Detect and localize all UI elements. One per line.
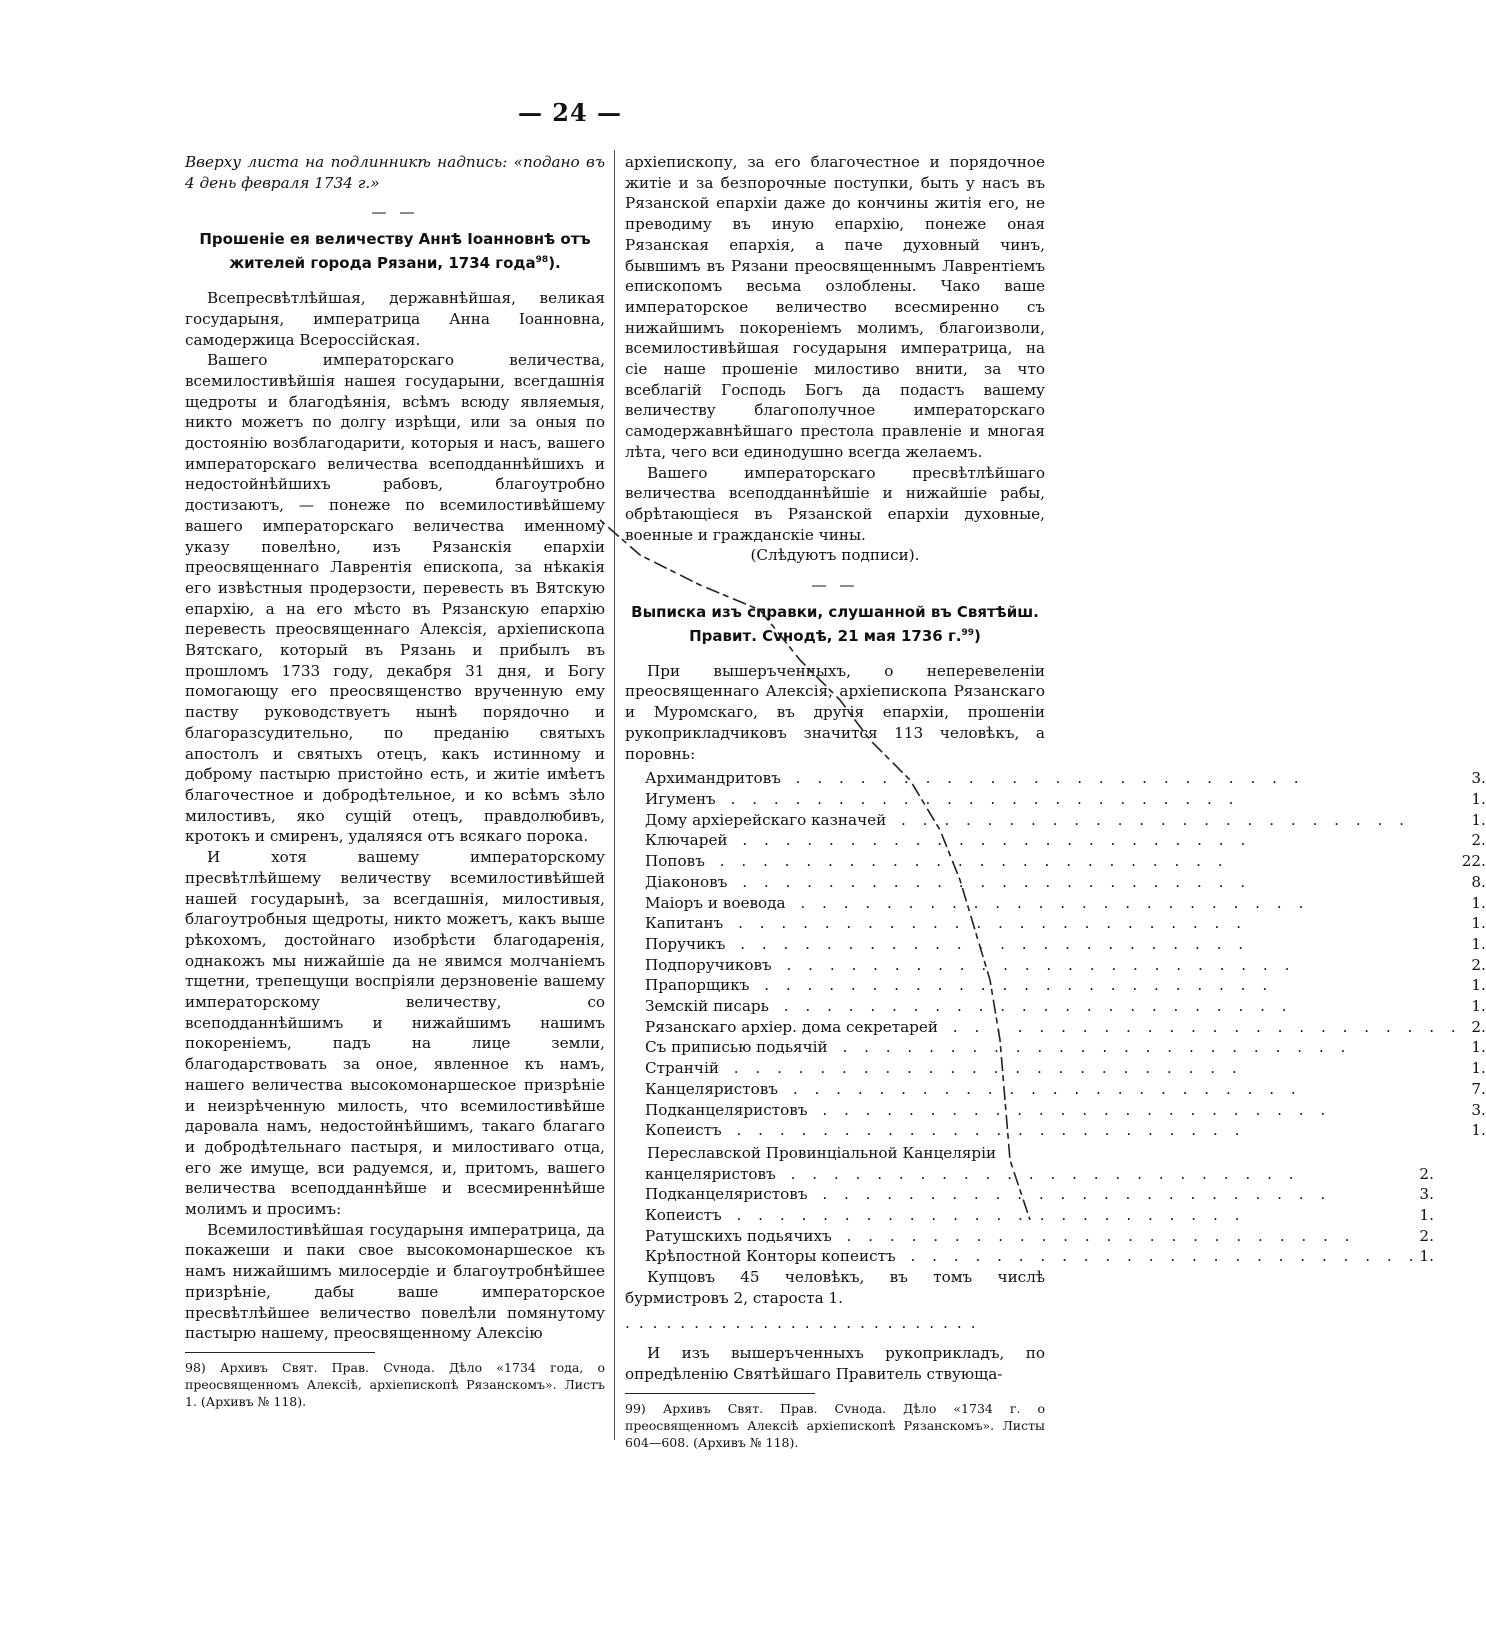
leader-dots: . . . . . . . . . . . . . . . . . . . . . . . .	[731, 831, 1252, 850]
row-value: 7.	[1471, 1079, 1486, 1098]
row-value: 1.	[1419, 1247, 1434, 1266]
row-value: 3.	[1471, 769, 1486, 788]
leader-dots: . . . . . . . . . . . . . . . . . . . . . . . .	[719, 789, 1240, 808]
extract-heading: Выписка изъ справки, слушанной въ Святѣйш. Правит. Сvнодѣ, 21 мая 1736 г.$^{99}$)	[631, 602, 1039, 645]
row-label: Съ приписью подьячій	[645, 1038, 832, 1056]
row-label-cell	[645, 1079, 1462, 1100]
row-value: 1.	[1471, 976, 1486, 995]
row-value: 22.	[1461, 852, 1486, 871]
table-row	[645, 1100, 1486, 1121]
table-row	[645, 913, 1486, 934]
leader-dots: . . . . . . . . . . . . . . . . . . . . . . . .	[722, 1059, 1243, 1078]
leader-dots: . . . . . . . . . . . . . . . . . . . . . . . .	[731, 872, 1252, 891]
table-row	[645, 1079, 1486, 1100]
leader-dots: . . . . . . . . . . . . . . . . . . . . . . . .	[890, 810, 1410, 829]
row-label-cell	[645, 1058, 1462, 1079]
row-label: Подпоручиковъ	[645, 956, 776, 974]
row-label-cell	[645, 1037, 1462, 1058]
signature-paragraph: Вашего императорскаго пресвѣтлѣйшаго величества всеподданнѣйшіе и нижайшіе рабы, обрѣтающіеся въ Рязанской епархіи духовные, военные и гражданскіе чины.	[625, 463, 1045, 544]
signatories-table	[645, 768, 1486, 1141]
table-row	[645, 934, 1486, 955]
table-row	[645, 1164, 1434, 1185]
row-value: 3.	[1471, 1100, 1486, 1119]
row-label-cell	[645, 996, 1462, 1017]
row-label-cell	[645, 872, 1462, 893]
row-value: 1.	[1471, 914, 1486, 933]
leader-dots: . . . . . . . . . . . . . . . . . . . . . . . .	[772, 997, 1293, 1016]
table-row	[645, 768, 1486, 789]
table-row	[645, 893, 1486, 914]
row-label-cell	[645, 1246, 1419, 1267]
row-label: Странчій	[645, 1059, 723, 1077]
row-value: 3.	[1419, 1185, 1434, 1204]
leader-dots: . . . . . . . . . . . . . . . . . . . . . . . .	[831, 1038, 1352, 1057]
row-label: Канцеляристовъ	[645, 1080, 782, 1098]
right-column	[625, 152, 1486, 1451]
row-label: Капитанъ	[645, 914, 727, 932]
leader-dots: . . . . . . . . . . . . . . . . . . . . . . . .	[899, 1247, 1420, 1266]
row-value: 2.	[1471, 831, 1486, 850]
row-label: Маіоръ и воевода	[645, 894, 790, 912]
leader-dots: . . . . . . . . . . . . . . . . . . . . . . . .	[775, 955, 1296, 974]
row-value: 1.	[1471, 789, 1486, 808]
table-row	[645, 975, 1486, 996]
leader-dots: . . . . . . . . . . . . . . . . . . . . . . . .	[753, 976, 1274, 995]
row-label: Игуменъ	[645, 790, 720, 808]
row-label-cell	[645, 1164, 1419, 1185]
table-row	[645, 830, 1486, 851]
table-row	[645, 1058, 1486, 1079]
row-label: Прапорщикъ	[645, 976, 753, 994]
row-value: 2.	[1471, 955, 1486, 974]
body-paragraph-1: Вашего императорскаго величества, всемилостивѣйшія нашея государыни, всегдашнія щедроты и благодѣянія, всѣмъ всюду являемыя, никто можетъ по долгу изрѣщи, или за оныя по достоянію возблагодарити, которыя и насъ, вашего императорскаго величества всеподданнѣйшихъ и недостойнѣйшихъ рабовъ, благоутробно достизаютъ, — понеже по всемилостивѣйшему вашего императорскаго величества именному указу повелѣно, изъ Рязанскія епархіи преосвященнаго Лаврентія епископа, за нѣкакія его извѣстныя продерзости, перевесть въ Вятскую епархію, а на его мѣсто въ Рязанскую епархію перевесть преосвященнаго Алексія, архіепископа Вятскаго, который въ Рязань и прибылъ въ прошломъ 1733 году, декабря 31 дня, и Богу помогающу его преосвященство врученную ему паству руководствуетъ нынѣ порядочно и благоразсудительно, по преданію святыхъ апостолъ и святыхъ отецъ, какъ истинному и доброму пастырю пристойно есть, и житіе имѣетъ благочестное и добродѣтельное, и ко всѣмъ зѣло милостивъ, яко сущій отецъ, правдолюбивъ, кротокъ и смиренъ, удаляяся отъ всякаго порока.	[185, 351, 605, 846]
row-label-cell	[645, 1226, 1419, 1247]
body-paragraph-2: И хотя вашему императорскому пресвѣтлѣйшему величеству всемилостивѣйшей нашей государынѣ, за всегдашнія, милостивыя, благоутробныя щедроты, никто можетъ, какъ выше рѣкохомъ, достойнаго изобрѣсти благодаренія, однакожъ мы нижайшіе да не явимся молчаніемъ тщетни, трепещущи воспріяли дерзновеніе вашему императорскому величеству, со всеподданнѣйшимъ и нижайшимъ нашимъ покореніемъ, падъ на лице земли, благодарствовать за оное, явленное къ намъ, нашего величества высокомонаршеское призрѣніе и неизрѣченную милость, что всемилостивѣйше даровала намъ, недостойнѣйшимъ, такаго благаго и добродѣтельнаго пастыря, и милостиваго отца, его же имуще, вси радуемся, и, притомъ, вашего величества всеподданнѣйше и всесмиреннѣйше молимъ и просимъ:	[185, 848, 605, 1219]
table-row	[645, 851, 1486, 872]
row-label: Подканцеляристовъ	[645, 1185, 812, 1203]
leader-dots: . . . . . . . . . . . . . . . . . . . . . . . .	[835, 1226, 1356, 1245]
table-row	[645, 1017, 1486, 1038]
row-label-cell	[645, 789, 1462, 810]
leader-dots: . . . . . . . . . . . . . . . . . . . . . . . .	[779, 1164, 1300, 1183]
document-heading-text: Прошеніе ея величеству Аннѣ Іоанновнѣ отъ жителей города Рязани, 1734 года	[199, 230, 591, 273]
table-row	[645, 955, 1486, 976]
table-row	[645, 1184, 1434, 1205]
row-label-cell	[645, 1017, 1462, 1038]
row-label-cell	[645, 768, 1462, 789]
extract-intro: При вышеръченныхъ, о неперевеленіи преосвященнаго Алексія, архіепископа Рязанскаго и Муромскаго, въ другія епархіи, прошеніи рукоприкладчиковъ значится 113 человѣкъ, а поровнь:	[625, 661, 1045, 763]
row-label-cell	[645, 893, 1462, 914]
table-row	[645, 1120, 1486, 1141]
leader-dots: . . . . . . . . . . . . . . . . . . . . . . . .	[784, 769, 1305, 788]
footnote-98: 98) Архивъ Свят. Прав. Сvнода. Дѣло «1734 года, о преосвященномъ Алексіѣ, архіепископѣ Рязанскомъ». Листъ 1. (Архивъ № 118).	[185, 1359, 605, 1409]
row-value: 2.	[1471, 1017, 1486, 1036]
row-value: 8.	[1471, 872, 1486, 891]
document-heading: Прошеніе ея величеству Аннѣ Іоанновнѣ отъ жителей города Рязани, 1734 года$^{98}$).	[199, 230, 591, 273]
footnote-ref-98: 98	[535, 255, 549, 266]
row-label-cell	[645, 851, 1462, 872]
table-row	[645, 1037, 1486, 1058]
leader-dots: . . . . . . . . . . . . . . . . . . . . . . . .	[782, 1079, 1302, 1098]
chancery-table	[645, 1164, 1434, 1268]
table-row	[645, 1246, 1434, 1267]
row-label: Копеистъ	[645, 1206, 726, 1224]
body-paragraph-3: Всемилостивѣйшая государыня императрица, да покажеши и паки свое высокомонаршеское къ намъ нижайшимъ милосердіе и благоутробнѣйшее призрѣніе, дабы ваше императорское пресвѣтлѣйшее величество повелѣли помянутому пастырю нашему, преосвященному Алексію	[185, 1220, 605, 1343]
row-label: Дому архіерейскаго казначей	[645, 811, 890, 829]
leader-dots: . . . . . . . . . . . . . . . . . . . . . . . .	[729, 934, 1250, 953]
row-label-cell	[645, 934, 1462, 955]
section-separator-2: — —	[811, 576, 859, 595]
row-label: Поручикъ	[645, 935, 729, 953]
row-value: 1.	[1471, 1059, 1486, 1078]
row-label: Земскій писарь	[645, 997, 773, 1015]
leader-dots: . . . . . . . . . . . . . . . . . . . . . . . .	[811, 1185, 1332, 1204]
row-label-cell	[645, 1184, 1419, 1205]
column-divider	[614, 150, 615, 1440]
leader-dots: . . . . . . . . . . . . . . . . . . . . . . . .	[727, 914, 1248, 933]
row-label: Діаконовъ	[645, 873, 731, 891]
section-separator: — —	[371, 203, 419, 222]
continued-paragraph: архіепископу, за его благочестное и порядочное житіе и за безпорочные поступки, быть у насъ въ Рязанской епархіи даже до кончины житія его, не преводиму въ иную епархію, понеже оная Рязанская епархія, а паче духовный чинъ, бывшимъ въ Рязани преосвященнымъ Лаврентіемъ епископомъ весьма озлоблены. Чако ваше императорское величество всесмиренно съ нижайшимъ покореніемъ молимъ, благоизволи, всемилостивѣйшая государыня императрица, на сіе наше прошеніе милостиво внити, за что всеблагій Господь Богъ да подастъ вашему величеству благополучное императорскаго самодержавнѣйшаго престола правленіе и многая лѣта, чего вси единодушно всегда желаемъ.	[625, 153, 1045, 461]
row-label: Рязанскаго архіер. дома секретарей	[645, 1018, 942, 1036]
row-value: 2.	[1419, 1164, 1434, 1183]
leader-dots: . . . . . . . . . . . . . . . . . . . . . . . .	[725, 1206, 1246, 1225]
leader-dots: . . . . . . . . . . . . . . . . . . . . . . . .	[725, 1121, 1246, 1140]
row-value: 1.	[1471, 1121, 1486, 1140]
row-value: 1.	[1471, 893, 1486, 912]
row-label: Ключарей	[645, 831, 732, 849]
merchants-line: Купцовъ 45 человѣкъ, въ томъ числѣ бурмистровъ 2, староста 1.	[625, 1268, 1045, 1307]
chancery-heading: Переславской Провинціальной Канцеляріи	[647, 1143, 997, 1162]
row-label: Поповъ	[645, 852, 709, 870]
table-row	[645, 1226, 1434, 1247]
row-label-cell	[645, 1100, 1462, 1121]
top-note: Вверху листа на подлинникѣ надпись: «подано въ 4 день февраля 1734 г.»	[185, 153, 605, 192]
footnote-ref-99: 99	[961, 627, 975, 638]
table-row	[645, 872, 1486, 893]
table-row	[645, 810, 1486, 831]
footnote-rule-2	[625, 1393, 815, 1394]
leader-dots: . . . . . . . . . . . . . . . . . . . . . . . .	[708, 852, 1229, 871]
leader-dots: . . . . . . . . . . . . . . . . . . . . . . . .	[789, 893, 1310, 912]
table-row	[645, 996, 1486, 1017]
row-label-cell	[645, 810, 1462, 831]
table-row	[645, 789, 1486, 810]
row-value: 1.	[1419, 1206, 1434, 1225]
left-column	[185, 152, 605, 1410]
table-row	[645, 1205, 1434, 1226]
row-value: 1.	[1471, 1038, 1486, 1057]
row-label: канцеляристовъ	[645, 1165, 780, 1183]
leader-dots: . . . . . . . . . . . . . . . . . . . . . . . .	[811, 1100, 1332, 1119]
row-label: Копеистъ	[645, 1121, 726, 1139]
signatures-note: (Слѣдуютъ подписи).	[750, 546, 920, 565]
row-label: Подканцеляристовъ	[645, 1101, 812, 1119]
closing-paragraph: И изъ вышеръченныхъ рукоприкладъ, по опредѣленію Святѣйшаго Правитель ствующа-	[625, 1344, 1045, 1383]
row-label: Крѣпостной Конторы копеистъ	[645, 1247, 900, 1265]
row-label-cell	[645, 975, 1462, 996]
leader-dots: . . . . . . . . . . . . . . . . . . . . . . . .	[941, 1017, 1462, 1036]
row-label-cell	[645, 913, 1462, 934]
dotted-separator: ..........................	[625, 1313, 985, 1332]
row-value: 1.	[1471, 810, 1486, 829]
row-label-cell	[645, 1120, 1462, 1141]
page-number: — 24 —	[517, 98, 623, 127]
row-label: Ратушскихъ подьячихъ	[645, 1227, 836, 1245]
row-value: 1.	[1471, 997, 1486, 1016]
row-value: 1.	[1471, 934, 1486, 953]
row-label-cell	[645, 955, 1462, 976]
row-label-cell	[645, 830, 1462, 851]
row-label-cell	[645, 1205, 1419, 1226]
footnote-rule	[185, 1352, 375, 1353]
footnote-99: 99) Архивъ Свят. Прав. Сvнода. Дѣло «1734 г. о преосвященномъ Алексіѣ архіепископѣ Рязанскомъ». Листы 604—608. (Архивъ № 118).	[625, 1400, 1045, 1450]
address-paragraph: Всепресвѣтлѣйшая, державнѣйшая, великая государыня, императрица Анна Іоанновна, самодержица Всероссійская.	[185, 289, 605, 349]
row-value: 2.	[1419, 1226, 1434, 1245]
row-label: Архимандритовъ	[645, 769, 785, 787]
extract-heading-text: Выписка изъ справки, слушанной въ Святѣйш. Правит. Сvнодѣ, 21 мая 1736 г.	[631, 602, 1039, 645]
